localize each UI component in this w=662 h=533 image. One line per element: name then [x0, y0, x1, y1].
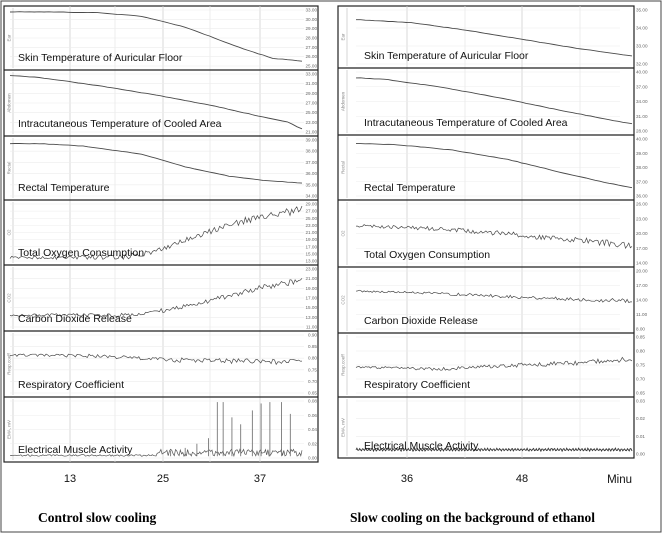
axis-tag: EMA, mV [6, 419, 12, 440]
chart-control [4, 6, 318, 485]
y-tick-label: 0.04 [308, 427, 317, 432]
y-tick-label: 34.00 [636, 99, 648, 104]
y-tick-label: 40.00 [636, 69, 648, 75]
panel-label: Total Oxygen Consumption [18, 247, 145, 259]
axis-tag: O2 [6, 229, 12, 236]
y-tick-label: 31.00 [636, 113, 648, 119]
y-tick-label: 20.00 [636, 268, 648, 274]
panel-label: Respiratory Coefficient [364, 379, 471, 391]
y-tick-label: 0.90 [308, 332, 317, 338]
y-tick-label: 0.06 [308, 412, 317, 418]
panel-label: Skin Temperature of Auricular Floor [364, 50, 529, 62]
y-tick-label: 19.00 [305, 237, 317, 243]
y-tick-label: 37.00 [636, 84, 648, 90]
axis-tag: Rectal [340, 161, 346, 174]
panel-label: Carbon Dioxide Release [18, 313, 132, 325]
y-tick-label: 37.00 [636, 179, 648, 185]
y-tick-label: 23.00 [305, 119, 317, 125]
axis-tag: Abdomen [340, 91, 346, 112]
y-tick-label: 17.00 [636, 283, 648, 288]
y-tick-label: 27.00 [305, 44, 317, 50]
y-tick-label: 17.00 [305, 295, 317, 301]
y-tick-label: 21.00 [305, 230, 317, 235]
chart-ethanol [338, 6, 648, 486]
y-tick-label: 13.00 [305, 314, 317, 320]
y-tick-label: 17.00 [636, 245, 648, 251]
y-tick-label: 30.00 [305, 16, 317, 22]
panel-label: Respiratory Coefficient [18, 379, 125, 391]
x-axis-unit: Minu [607, 474, 632, 486]
y-tick-label: 37.00 [305, 159, 317, 165]
y-tick-label: 23.00 [636, 216, 648, 222]
y-tick-label: 25.00 [305, 63, 317, 69]
panel-label: Carbon Dioxide Release [364, 315, 478, 327]
y-tick-label: 0.80 [636, 348, 645, 354]
y-tick-label: 0.70 [308, 378, 317, 384]
y-tick-label: 38.00 [636, 165, 648, 170]
caption-ethanol-slow-cooling: Slow cooling on the background of ethanol [350, 510, 596, 525]
panel-label: Skin Temperature of Auricular Floor [18, 52, 183, 64]
y-tick-label: 23.00 [305, 222, 317, 228]
y-tick-label: 33.00 [305, 7, 317, 13]
x-tick-label: 13 [63, 473, 77, 485]
y-tick-label: 21.00 [305, 129, 317, 135]
y-tick-label: 26.00 [636, 201, 648, 207]
y-tick-label: 0.85 [308, 344, 317, 350]
y-tick-label: 36.00 [305, 171, 317, 177]
y-tick-label: 34.00 [305, 193, 317, 199]
y-tick-label: 15.00 [305, 305, 317, 311]
panel-label: Electrical Muscle Activity [18, 444, 133, 456]
y-tick-label: 11.00 [305, 324, 317, 330]
x-tick-label: 25 [156, 473, 170, 485]
y-tick-label: 15.00 [305, 251, 317, 257]
y-tick-label: 29.00 [305, 90, 317, 96]
axis-tag: Ear [340, 33, 346, 41]
y-tick-label: 35.00 [305, 182, 317, 188]
x-tick-label: 37 [253, 473, 267, 485]
y-tick-label: 19.00 [305, 285, 317, 291]
panel-label: Rectal Temperature [18, 182, 110, 194]
y-tick-label: 0.85 [636, 334, 645, 340]
y-tick-label: 29.00 [305, 201, 317, 207]
y-tick-label: 14.00 [636, 297, 648, 303]
x-tick-label: 36 [400, 473, 414, 485]
y-tick-label: 0.03 [636, 398, 645, 404]
y-tick-label: 36.00 [636, 193, 648, 199]
y-tick-label: 33.00 [636, 43, 648, 49]
y-tick-label: 29.00 [305, 26, 317, 32]
y-tick-label: 0.00 [308, 455, 317, 461]
y-tick-label: 20.00 [636, 231, 648, 236]
y-tick-label: 27.00 [305, 100, 317, 106]
panel-label: Rectal Temperature [364, 182, 456, 194]
axis-tag: EMA, mV [340, 417, 346, 438]
axis-tag: Abdomen [6, 93, 12, 113]
y-tick-label: 28.00 [636, 128, 648, 134]
axis-tag: CO2 [340, 295, 346, 305]
y-tick-label: 39.00 [636, 150, 648, 156]
axis-tag: Rectal [6, 161, 12, 175]
y-tick-label: 23.00 [305, 266, 317, 272]
y-tick-label: 38.00 [305, 148, 317, 154]
axis-tag: Resp.coeff [340, 354, 346, 376]
y-tick-label: 0.02 [636, 416, 645, 422]
y-tick-label: 25.00 [305, 215, 317, 221]
y-tick-label: 8.00 [636, 326, 645, 332]
axis-tag: CO2 [6, 293, 12, 303]
y-tick-label: 39.00 [305, 137, 317, 143]
panel-label: Electrical Muscle Activity [364, 440, 479, 452]
axis-tag: Ear [6, 34, 12, 42]
y-tick-label: 26.00 [305, 54, 317, 60]
y-tick-label: 0.75 [308, 367, 317, 373]
y-tick-label: 31.00 [305, 81, 317, 87]
y-tick-label: 27.00 [305, 208, 317, 214]
y-tick-label: 28.00 [305, 35, 317, 41]
y-tick-label: 0.80 [308, 355, 317, 361]
y-tick-label: 0.65 [636, 390, 645, 396]
y-tick-label: 40.00 [636, 136, 648, 142]
panel-label: Total Oxygen Consumption [364, 249, 491, 261]
y-tick-label: 33.00 [305, 71, 317, 77]
y-tick-label: 13.00 [305, 258, 317, 264]
axis-tag: Resp.coeff [6, 353, 12, 375]
y-tick-label: 32.00 [636, 61, 648, 67]
panel-label: Intracutaneous Temperature of Cooled Area [364, 117, 568, 129]
y-tick-label: 21.00 [305, 276, 317, 282]
y-tick-label: 35.00 [636, 7, 648, 13]
y-tick-label: 0.01 [636, 433, 645, 439]
axis-tag: O2 [340, 230, 346, 237]
x-tick-label: 48 [515, 473, 529, 485]
y-tick-label: 0.75 [636, 362, 645, 368]
y-tick-label: 34.00 [636, 25, 648, 31]
y-tick-label: 0.08 [308, 398, 317, 404]
y-tick-label: 14.00 [636, 260, 648, 266]
y-tick-label: 0.70 [636, 376, 645, 382]
y-tick-label: 17.00 [305, 244, 317, 250]
y-tick-label: 25.00 [305, 110, 317, 116]
panel-label: Intracutaneous Temperature of Cooled Area [18, 118, 222, 130]
y-tick-label: 11.00 [636, 312, 648, 317]
y-tick-label: 0.65 [308, 390, 317, 396]
chart-frame [4, 6, 318, 462]
y-tick-label: 0.02 [308, 441, 317, 447]
y-tick-label: 0.00 [636, 451, 645, 457]
caption-control-slow-cooling: Control slow cooling [38, 510, 157, 525]
